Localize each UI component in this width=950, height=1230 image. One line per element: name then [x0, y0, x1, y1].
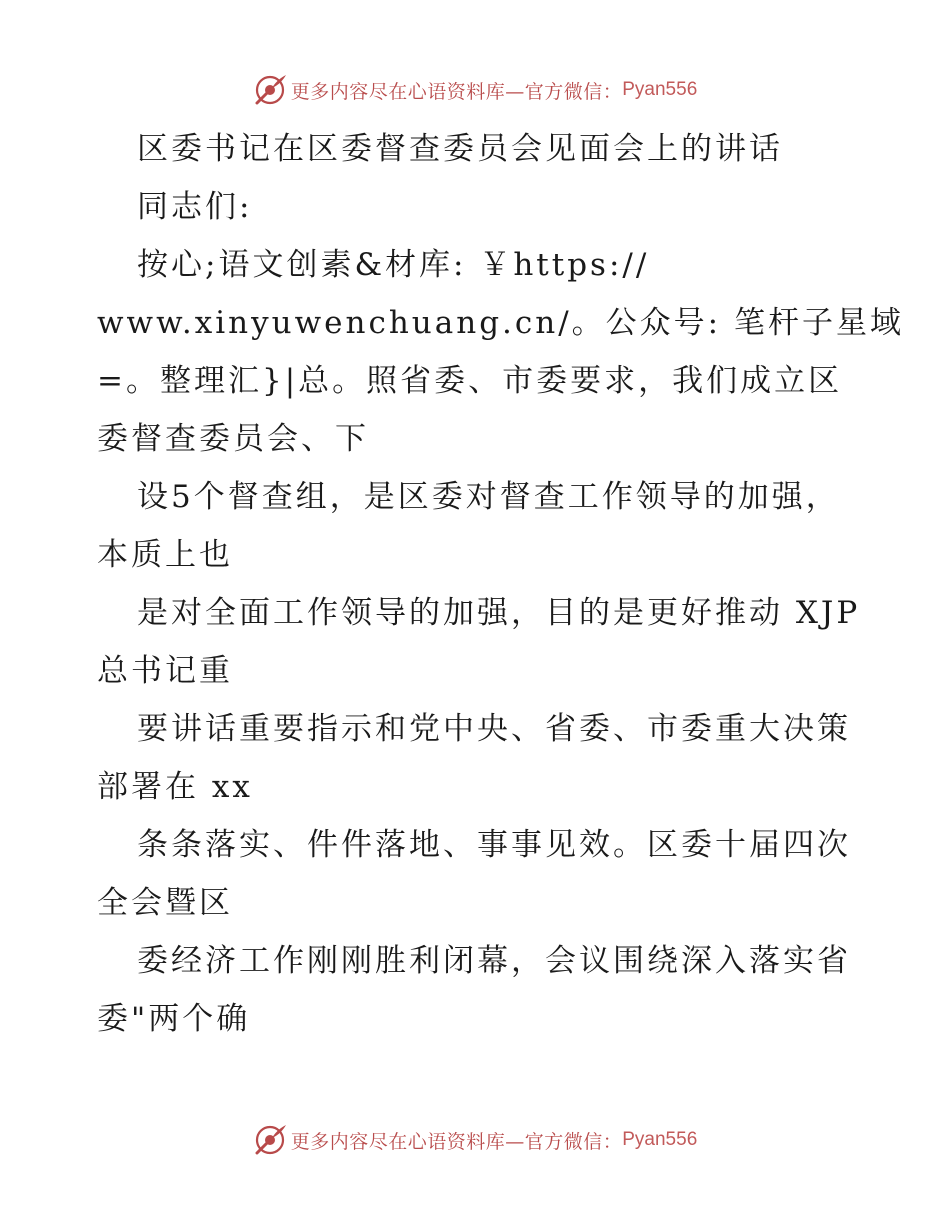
paragraph-line: 总书记重 — [97, 653, 233, 689]
paragraph-line: www.xinyuwenchuang.cn/。公众号: 笔杆子星域 — [97, 305, 904, 341]
paragraph-line: 要讲话重要指示和党中央、省委、市委重大决策 — [137, 711, 851, 747]
header-banner — [0, 70, 950, 110]
paragraph-line: 委督查委员会、下 — [97, 421, 369, 457]
document-body — [97, 120, 904, 1048]
quill-pen-logo-icon — [253, 73, 287, 107]
footer-banner — [0, 1120, 950, 1160]
paragraph-line: 设5个督查组，是区委对督查工作领导的加强， — [137, 479, 840, 515]
wechat-id: Pyan556 — [622, 79, 698, 100]
paragraph-line: 委"两个确 — [97, 1001, 251, 1037]
banner-text: 更多内容尽在心语资料库—官方微信： — [290, 1130, 623, 1153]
quill-pen-logo-icon — [253, 1123, 287, 1157]
paragraph-line: 按心;语文创素&材库: ￥https:// — [137, 247, 650, 283]
paragraph-line: =。整理汇}|总。照省委、市委要求，我们成立区 — [97, 363, 843, 399]
paragraph-line: 委经济工作刚刚胜利闭幕，会议围绕深入落实省 — [137, 943, 851, 979]
banner-text: 更多内容尽在心语资料库—官方微信： — [290, 80, 623, 103]
paragraph-line: 条条落实、件件落地、事事见效。区委十届四次 — [137, 827, 851, 863]
wechat-id: Pyan556 — [622, 1129, 698, 1150]
document-title: 区委书记在区委督查委员会见面会上的讲话 — [137, 131, 783, 167]
paragraph-line: 部署在 xx — [97, 769, 253, 805]
paragraph-line: 全会暨区 — [97, 885, 233, 921]
paragraph-line: 是对全面工作领导的加强，目的是更好推动 XJP — [137, 595, 861, 631]
salutation: 同志们: — [137, 189, 253, 225]
paragraph-line: 本质上也 — [97, 537, 233, 573]
